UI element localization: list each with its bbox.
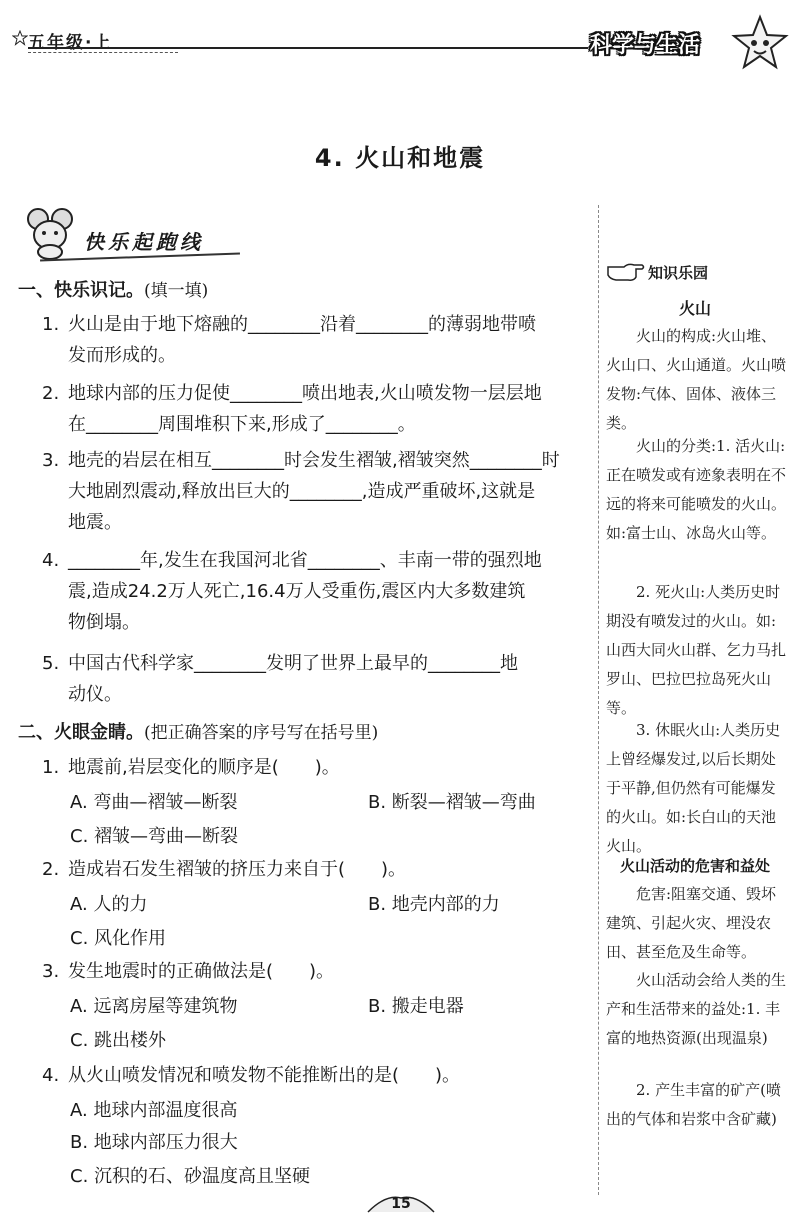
column-divider xyxy=(598,205,599,1195)
option-b[interactable]: B. 断裂—褶皱—弯曲 xyxy=(368,792,536,813)
pointing-hand-icon xyxy=(606,259,646,283)
section1-note: (填一填) xyxy=(144,281,209,301)
header-rule xyxy=(28,47,588,49)
sidebar-paragraph: 2. 死火山:人类历史时期没有喷发过的火山。如:山西大同火山群、乞力马扎罗山、巴拉巴拉岛死火山等。 xyxy=(606,583,787,717)
sidebar-paragraph: 危害:阻塞交通、毁坏建筑、引起火灾、埋没农田、甚至危及生命等。 xyxy=(606,885,777,961)
option-c[interactable]: C. 风化作用 xyxy=(70,928,167,949)
page-title: 4. 火山和地震 xyxy=(314,144,486,172)
header-dash xyxy=(28,52,178,53)
section2-title: 二、火眼金睛。 xyxy=(18,722,144,743)
star-icon xyxy=(12,30,28,46)
sidebar-paragraph: 3. 休眠火山:人类历史上曾经爆发过,以后长期处于平静,但仍然有可能爆发的火山。如:长白山的天池火山。 xyxy=(606,721,781,855)
sidebar-paragraph: 火山的分类:1. 活火山:正在喷发或有迹象表明在不远的将来可能喷发的火山。如:富士山、冰岛火山等。 xyxy=(606,437,787,542)
sidebar-paragraph: 2. 产生丰富的矿产(喷出的气体和岩浆中含矿藏) xyxy=(606,1081,781,1128)
option-a[interactable]: A. 人的力 xyxy=(70,894,148,915)
page-number: 15 xyxy=(391,1196,411,1212)
option-a[interactable]: A. 地球内部温度很高 xyxy=(70,1100,238,1121)
section-banner: 快乐起跑线 xyxy=(84,230,204,254)
choice-question-4: 4. 从火山喷发情况和喷发物不能推断出的是( )。 xyxy=(42,1065,461,1086)
mouse-mascot-icon xyxy=(22,205,78,261)
option-b[interactable]: B. 地壳内部的力 xyxy=(368,894,500,915)
option-a[interactable]: A. 远离房屋等建筑物 xyxy=(70,996,238,1017)
fill-item-3: 3. 地壳的岩层在相互________时会发生褶皱,褶皱突然________时 大地剧烈震动,释放出巨大的________,造成严重破坏,这就是 地震。 xyxy=(42,450,560,533)
sidebar-paragraph: 火山活动会给人类的生产和生活带来的益处:1. 丰富的地热资源(出现温泉) xyxy=(606,971,787,1047)
option-b[interactable]: B. 搬走电器 xyxy=(368,996,464,1017)
sidebar-title-volcano: 火山 xyxy=(678,299,711,318)
section1-title: 一、快乐识记。 xyxy=(18,280,144,301)
star-mascot-icon xyxy=(730,14,790,74)
choice-question-3: 3. 发生地震时的正确做法是( )。 xyxy=(42,961,335,982)
fill-item-1: 1. 火山是由于地下熔融的________沿着________的薄弱地带喷 发而形成的。 xyxy=(42,314,536,366)
fill-item-4: 4. ________年,发生在我国河北省________、丰南一带的强烈地 震,造成24.2万人死亡,16.4万人受重伤,震区内大多数建筑 物倒塌。 xyxy=(42,550,542,633)
section2-note: (把正确答案的序号写在括号里) xyxy=(144,723,379,743)
option-c[interactable]: C. 沉积的石、砂温度高且坚硬 xyxy=(70,1166,311,1187)
option-c[interactable]: C. 褶皱—弯曲—断裂 xyxy=(70,826,239,847)
sidebar-title-effects: 火山活动的危害和益处 xyxy=(619,857,770,875)
fill-item-5: 5. 中国古代科学家________发明了世界上最早的________地 动仪。 xyxy=(42,653,518,705)
choice-question-2: 2. 造成岩石发生褶皱的挤压力来自于( )。 xyxy=(42,859,407,880)
section1-heading xyxy=(18,276,208,302)
sidebar-heading: 知识乐园 xyxy=(648,264,709,282)
grade-label: 五年级·上 xyxy=(28,33,113,53)
section2-heading xyxy=(18,718,378,744)
brand-title: 科学与生活 xyxy=(590,33,701,58)
option-c[interactable]: C. 跳出楼外 xyxy=(70,1030,167,1051)
fill-item-2: 2. 地球内部的压力促使________喷出地表,火山喷发物一层层地 在________周围堆积下来,形成了________。 xyxy=(42,383,542,435)
option-b[interactable]: B. 地球内部压力很大 xyxy=(70,1132,238,1153)
choice-question-1: 1. 地震前,岩层变化的顺序是( )。 xyxy=(42,757,340,778)
option-a[interactable]: A. 弯曲—褶皱—断裂 xyxy=(70,792,238,813)
sidebar-paragraph: 火山的构成:火山堆、火山口、火山通道。火山喷发物:气体、固体、液体三类。 xyxy=(606,327,787,432)
